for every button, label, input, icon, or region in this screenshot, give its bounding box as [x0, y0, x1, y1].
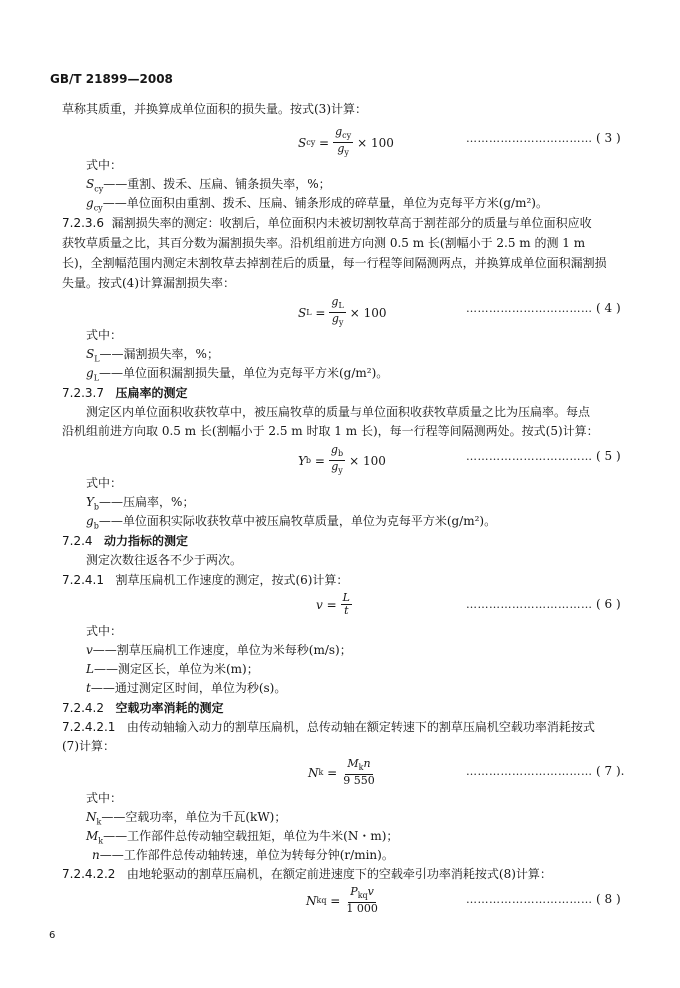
text-line: (7)计算： — [62, 739, 115, 753]
var: g — [86, 514, 94, 528]
formula-3: S cy = $\frac{g_{cy}}{g_y}$ × 100 — [298, 125, 394, 158]
var: M — [86, 829, 99, 843]
where-label: 式中： — [86, 476, 123, 490]
text-line: 获牧草质量之比，其百分数为漏割损失率。沿机组前进方向测 0.5 m 长(割幅小于 2.5 m 的测 1 m — [62, 236, 586, 250]
definition-text: ——空载功率，单位为千瓦(kW)； — [101, 810, 287, 824]
equation-number: ( 3 ) — [596, 131, 621, 145]
formula-num: g — [331, 295, 339, 308]
where-label: 式中： — [86, 328, 123, 342]
formula-num-extra: v — [367, 885, 374, 898]
formula-7: N k = $\frac{M_kn}{9 550}$ — [308, 757, 375, 788]
clause-number: 7.2.4.1 — [62, 573, 104, 587]
clause-text: 割草压扁机工作速度的测定，按式(6)计算： — [115, 573, 349, 587]
var: n — [92, 848, 100, 862]
var-sub: L — [93, 373, 99, 383]
var-sub: cy — [93, 203, 103, 213]
formula-num-extra: n — [363, 757, 371, 770]
equation-number: ( 7 ). — [596, 764, 625, 778]
formula-den: g — [331, 312, 339, 326]
formula-6: v = $\frac{L}{t}$ — [316, 591, 350, 617]
formula-num-sub: L — [338, 301, 344, 311]
definition-line — [86, 366, 388, 385]
var-sub: b — [93, 521, 99, 531]
text-line: 测定区内单位面积收获牧草中，被压扁牧草的质量与单位面积收获牧草质量之比为压扁率。每点 — [86, 405, 591, 419]
formula-tail: × 100 — [349, 305, 387, 320]
clause-title: 空载功率消耗的测定 — [115, 701, 224, 715]
formula-den-sub: y — [338, 466, 343, 476]
definition-text: ——工作部件总传动轴转速，单位为转每分钟(r/min)。 — [99, 848, 394, 862]
var: t — [86, 681, 91, 695]
formula-den-sub: y — [338, 318, 344, 328]
clause-number: 7.2.3.6 — [62, 216, 104, 230]
definition-line — [86, 810, 286, 829]
equation-number: ( 4 ) — [596, 301, 621, 315]
leader-dots: …………………………… — [466, 893, 593, 906]
formula-lhs: N — [306, 893, 317, 908]
var-sub: cy — [94, 184, 104, 194]
clause-title: 压扁率的测定 — [115, 386, 188, 400]
clause-text: 由传动轴输入动力的割草压扁机，总传动轴在额定转速下的割草压扁机空载功率消耗按式 — [126, 720, 595, 734]
definition-text: ——单位面积实际收获牧草中被压扁牧草质量，单位为克每平方米(g/m²)。 — [98, 514, 497, 528]
formula-num-sub: k — [358, 763, 364, 773]
formula-num: L — [342, 591, 350, 604]
clause-title: 动力指标的测定 — [104, 534, 189, 548]
clause-number: 7.2.4.2.2 — [62, 867, 116, 881]
formula-den: 1 000 — [346, 902, 378, 916]
formula-5: Y b = $\frac{g_b}{g_y}$ × 100 — [298, 443, 386, 476]
clause-7-2-3-6 — [62, 216, 592, 230]
formula-lhs-sub: kq — [316, 896, 327, 906]
formula-8: N kq = $\frac{P_{kq}v}{1 000}$ — [306, 885, 378, 916]
definition-line — [86, 681, 286, 695]
text-line: 草称其质重，并换算成单位面积的损失量。按式(3)计算： — [62, 102, 368, 116]
var: g — [86, 366, 94, 380]
formula-den: g — [331, 460, 339, 474]
formula-num-sub: kq — [357, 891, 368, 901]
definition-line — [86, 196, 548, 215]
formula-lhs: Y — [298, 453, 306, 468]
formula-num: g — [330, 443, 338, 456]
definition-line — [86, 643, 352, 657]
leader-dots: …………………………… — [466, 598, 593, 611]
formula-tail: × 100 — [349, 453, 386, 468]
clause-text: 由地轮驱动的割草压扁机，在额定前进速度下的空载牵引功率消耗按式(8)计算： — [126, 867, 552, 881]
definition-line — [86, 495, 194, 514]
text-line: 沿机组前进方向取 0.5 m 长(割幅小于 2.5 m 时取 1 m 长)，每一行程等间隔测两处。按式(5)计算： — [62, 424, 599, 438]
clause-7-2-4-1 — [62, 573, 348, 587]
standard-code: GB/T 21899—2008 — [50, 72, 173, 86]
formula-den-sub: y — [344, 148, 349, 158]
formula-lhs-sub: L — [306, 308, 312, 318]
definition-text: ——漏割损失率，%； — [99, 347, 219, 361]
definition-line — [86, 662, 259, 676]
definition-line — [86, 347, 219, 366]
formula-den: 9 550 — [343, 774, 375, 788]
formula-lhs: S — [298, 135, 307, 150]
formula-num: P — [350, 885, 358, 898]
leader-dots: …………………………… — [466, 450, 593, 463]
leader-dots: …………………………… — [466, 132, 593, 145]
clause-7-2-4-2-1 — [62, 720, 595, 734]
equation-number: ( 5 ) — [596, 449, 621, 463]
definition-line — [86, 514, 496, 533]
formula-4: S L = $\frac{g_L}{g_y}$ × 100 — [298, 295, 387, 328]
definition-text: ——单位面积由重割、拨禾、压扁、铺条形成的碎草量，单位为克每平方米(g/m²)。 — [102, 196, 548, 210]
clause-7-2-4-2 — [62, 701, 223, 715]
where-label: 式中： — [86, 158, 123, 172]
formula-lhs-sub: b — [305, 456, 312, 466]
var: L — [86, 662, 94, 676]
leader-dots: …………………………… — [466, 765, 593, 778]
definition-text: ——压扁率，%； — [99, 495, 195, 509]
where-label: 式中： — [86, 624, 123, 638]
clause-number: 7.2.3.7 — [62, 386, 104, 400]
var: Y — [86, 495, 94, 509]
definition-text: ——重割、拨禾、压扁、铺条损失率，%； — [103, 177, 331, 191]
var-sub: k — [98, 836, 104, 846]
var: N — [86, 810, 97, 824]
clause-7-2-4 — [62, 534, 188, 548]
formula-tail: × 100 — [357, 135, 394, 150]
page-number: 6 — [49, 930, 56, 941]
formula-lhs: S — [298, 305, 307, 320]
clause-number: 7.2.4.2 — [62, 701, 104, 715]
formula-lhs: v — [316, 597, 323, 612]
text-line: 测定次数往返各不少于两次。 — [86, 553, 243, 567]
var-sub: L — [94, 354, 100, 364]
formula-num-sub: b — [337, 449, 344, 459]
var: S — [86, 177, 95, 191]
text-line: 长)，全割幅范围内测定未割牧草去掉割茬后的质量，每一行程等间隔测两点，并换算成单位面积漏割损 — [62, 256, 607, 270]
clause-number: 7.2.4 — [62, 534, 93, 548]
clause-7-2-3-7 — [62, 386, 187, 400]
clause-text: 漏割损失率的测定：收割后，单位面积内未被切割牧草高于割茬部分的质量与单位面积应收 — [111, 216, 592, 230]
clause-7-2-4-2-2 — [62, 867, 552, 881]
definition-text: ——通过测定区时间，单位为秒(s)。 — [90, 681, 287, 695]
definition-text: ——单位面积漏割损失量，单位为克每平方米(g/m²)。 — [99, 366, 389, 380]
var: S — [86, 347, 95, 361]
definition-line — [86, 829, 398, 848]
var: g — [86, 196, 94, 210]
var: v — [86, 643, 93, 657]
formula-lhs-sub: cy — [306, 138, 316, 148]
text-line: 失量。按式(4)计算漏割损失率： — [62, 276, 235, 290]
formula-lhs: N — [308, 765, 319, 780]
formula-num: M — [347, 757, 359, 770]
formula-num-sub: cy — [342, 131, 352, 141]
where-label: 式中： — [86, 791, 123, 805]
definition-text: ——测定区长，单位为米(m)； — [93, 662, 259, 676]
formula-den: t — [344, 604, 349, 617]
equation-number: ( 8 ) — [596, 892, 621, 906]
formula-num: g — [335, 125, 343, 138]
formula-den: g — [337, 142, 345, 156]
definition-line — [92, 848, 394, 862]
formula-lhs-sub: k — [318, 768, 324, 778]
definition-text: ——工作部件总传动轴空载扭矩，单位为牛米(N・m)； — [103, 829, 399, 843]
var-sub: k — [96, 817, 102, 827]
leader-dots: …………………………… — [466, 302, 593, 315]
equation-number: ( 6 ) — [596, 597, 621, 611]
definition-text: ——割草压扁机工作速度，单位为米每秒(m/s)； — [92, 643, 352, 657]
definition-line — [86, 177, 331, 196]
clause-number: 7.2.4.2.1 — [62, 720, 116, 734]
var-sub: b — [93, 502, 100, 512]
